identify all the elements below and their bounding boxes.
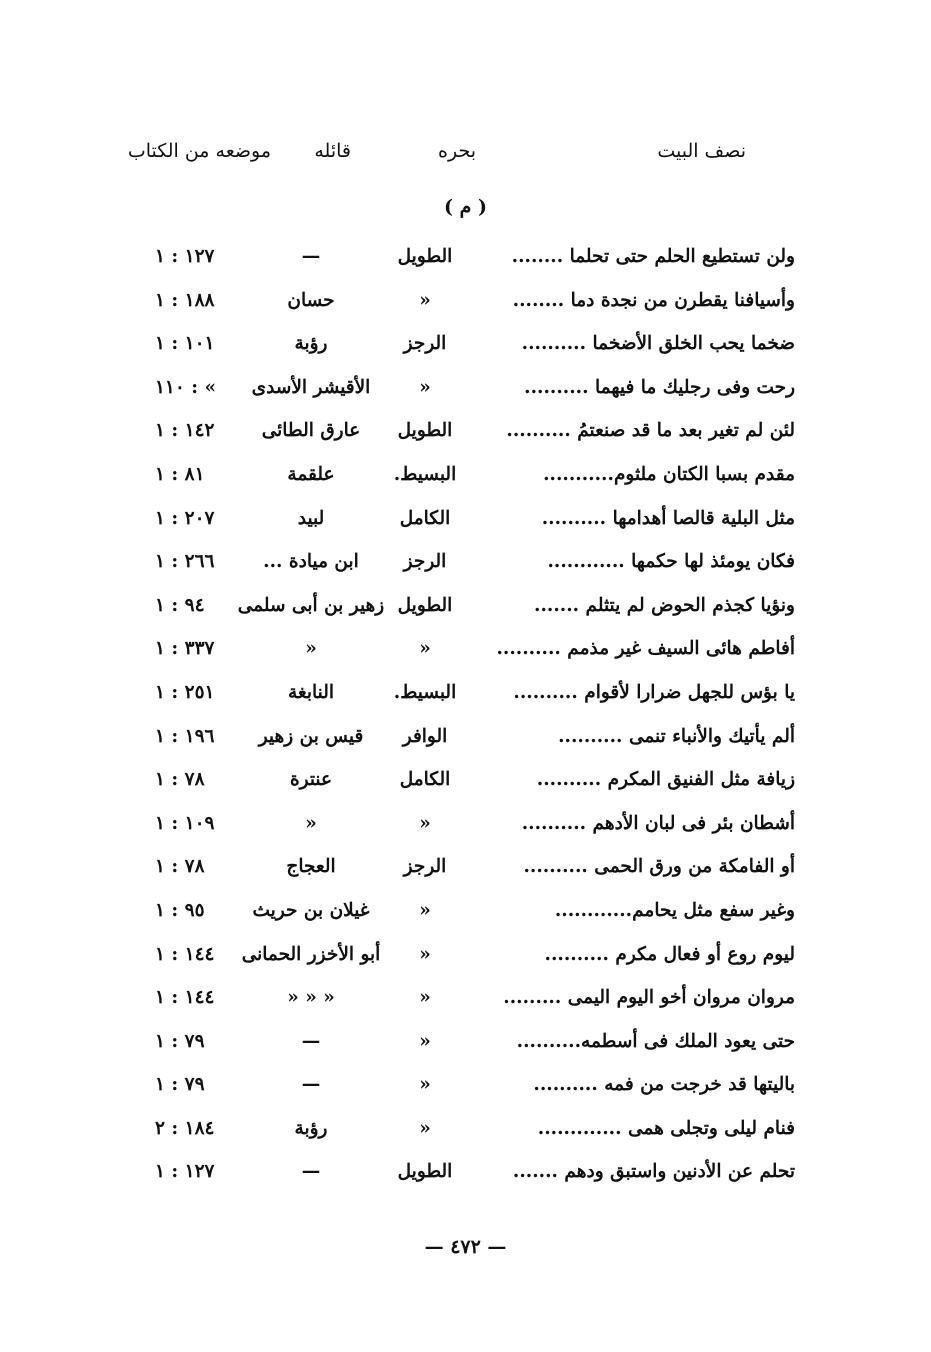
verse-text: مروان مروان أخو اليوم اليمى .........: [503, 987, 795, 1009]
verse-text: رحت وفى رجليك ما فيهما ..........: [524, 376, 795, 398]
poet-cell: لبيد: [297, 507, 325, 529]
poet-cell: عنترة: [289, 769, 333, 791]
table-row: [0, 848, 931, 892]
verse-text: أفاطم هائى السيف غير مذمم ..........: [496, 638, 795, 660]
poet-cell: «: [305, 812, 317, 834]
verse-text: أو الفامكة من ورق الحمى ..........: [523, 856, 795, 878]
poet-cell: رؤبة: [294, 1117, 328, 1139]
poet-cell: العجاج: [286, 856, 336, 878]
location-cell: ١٨٤ : ٢: [155, 1117, 215, 1139]
meter-cell: الكامل: [399, 769, 451, 791]
poet-cell: زهير بن أبى سلمى: [237, 594, 385, 616]
meter-cell: «: [419, 943, 431, 965]
table-row: [0, 674, 931, 718]
location-cell: ٧٩ : ١: [155, 1074, 205, 1096]
location-cell: ٧٩ : ١: [155, 1030, 205, 1052]
location-cell: ٣٣٧ : ١: [155, 638, 215, 660]
verse-text: مثل البلية قالصا أهدامها ..........: [541, 507, 795, 529]
verse-text: باليتها قد خرجت من فمه ..........: [533, 1074, 795, 1096]
meter-cell: «: [419, 987, 431, 1009]
location-cell: ١٠١ : ١: [155, 333, 215, 355]
verse-text: لئن لم تغير بعد ما قد صنعتمُ ..........: [506, 420, 795, 442]
table-row: [0, 587, 931, 631]
column-header-location: موضعه من الكتاب: [127, 140, 271, 162]
verse-text: وغير سفع مثل يحامم............: [554, 899, 795, 921]
location-cell: ٩٤ : ١: [155, 594, 205, 616]
table-row: [0, 761, 931, 805]
verse-text: زيافة مثل الفنيق المكرم ..........: [536, 769, 795, 791]
poet-cell: ابن ميادة ...: [263, 551, 359, 573]
location-cell: ١٩٦ : ١: [155, 725, 215, 747]
verse-text: وأسيافنا يقطرن من نجدة دما ........: [512, 289, 795, 311]
meter-cell: الرجز: [403, 856, 447, 878]
section-letter: ( م ): [444, 196, 487, 218]
location-cell: ١١٠ : «: [155, 376, 217, 398]
verse-text: ألم يأتيك والأنباء تنمى ..........: [558, 725, 795, 747]
location-cell: ١٢٧ : ١: [155, 246, 215, 267]
verse-text: فكان يومئذ لها حكمها ............: [547, 551, 795, 573]
location-cell: ٢٦٦ : ١: [155, 551, 215, 573]
location-cell: ١٤٤ : ١: [155, 987, 215, 1009]
meter-cell: «: [419, 1074, 431, 1096]
table-row: [0, 238, 931, 282]
meter-cell: الرجز: [403, 333, 447, 355]
verse-text: يا بؤس للجهل ضرارا لأقوام ..........: [513, 681, 795, 703]
table-row: [0, 936, 931, 980]
meter-cell: الطويل: [397, 246, 453, 267]
meter-cell: «: [419, 1030, 431, 1052]
poet-cell: « « «: [287, 987, 335, 1009]
verse-text: تحلم عن الأدنين واستبق ودهم .......: [512, 1161, 795, 1183]
location-cell: ١٢٧ : ١: [155, 1161, 215, 1183]
meter-cell: «: [419, 638, 431, 660]
verse-text: ضخما يحب الخلق الأضخما ..........: [521, 333, 795, 355]
poet-cell: أبو الأخزر الحمانى: [241, 943, 381, 965]
table-row: [0, 282, 931, 326]
verse-text: مقدم بسبا الكتان ملثوم...........: [543, 463, 795, 485]
table-row: [0, 1110, 931, 1154]
table-row: [0, 325, 931, 369]
poet-cell: علقمة: [287, 463, 335, 485]
table-row: [0, 456, 931, 500]
meter-cell: «: [419, 376, 431, 398]
table-row: [0, 1023, 931, 1067]
location-cell: ٧٨ : ١: [155, 856, 205, 878]
verse-index-table: [0, 238, 931, 1197]
table-row: [0, 1066, 931, 1110]
meter-cell: «: [419, 812, 431, 834]
meter-cell: الكامل: [399, 507, 451, 529]
table-row: [0, 412, 931, 456]
poet-cell: «: [305, 638, 317, 660]
poet-cell: الأقيشر الأسدى: [251, 376, 371, 398]
poet-cell: غيلان بن حريث: [252, 899, 370, 921]
poet-cell: النابغة: [288, 681, 334, 703]
location-cell: ٩٥ : ١: [155, 899, 205, 921]
meter-cell: البسيط.: [393, 463, 457, 485]
poet-cell: —: [301, 246, 321, 267]
meter-cell: البسيط.: [393, 681, 457, 703]
table-row: [0, 369, 931, 413]
column-header-half-verse: نصف البيت: [657, 140, 746, 162]
meter-cell: الطويل: [397, 420, 453, 442]
poet-cell: —: [301, 1074, 321, 1096]
table-row: [0, 630, 931, 674]
meter-cell: «: [419, 289, 431, 311]
table-row: [0, 892, 931, 936]
verse-text: فنام ليلى وتجلى همى .............: [537, 1117, 795, 1139]
table-row: [0, 979, 931, 1023]
location-cell: ٢٠٧ : ١: [155, 507, 215, 529]
verse-text: ونؤيا كجذم الحوض لم يتثلم .......: [534, 594, 795, 616]
column-header-meter: بحره: [438, 140, 476, 162]
location-cell: ١٤٤ : ١: [155, 943, 215, 965]
table-row: [0, 543, 931, 587]
location-cell: ١٨٨ : ١: [155, 289, 215, 311]
table-row: [0, 718, 931, 762]
poet-cell: حسان: [287, 289, 335, 311]
meter-cell: الطويل: [397, 1161, 453, 1183]
location-cell: ١٤٢ : ١: [155, 420, 215, 442]
meter-cell: الرجز: [403, 551, 447, 573]
poet-cell: —: [301, 1030, 321, 1052]
poet-cell: رؤبة: [294, 333, 328, 355]
location-cell: ٢٥١ : ١: [155, 681, 215, 703]
table-row: [0, 805, 931, 849]
location-cell: ١٠٩ : ١: [155, 812, 215, 834]
page-number: — ٤٧٢ —: [424, 1236, 507, 1258]
meter-cell: «: [419, 899, 431, 921]
table-row: [0, 1153, 931, 1197]
poet-cell: عارق الطائى: [261, 420, 361, 442]
location-cell: ٨١ : ١: [155, 463, 205, 485]
location-cell: ٧٨ : ١: [155, 769, 205, 791]
verse-text: ولن تستطيع الحلم حتى تحلما ........: [511, 246, 795, 267]
poet-cell: —: [301, 1161, 321, 1183]
meter-cell: «: [419, 1117, 431, 1139]
verse-text: ليوم روع أو فعال مكرم ..........: [544, 943, 795, 965]
poet-cell: قيس بن زهير: [258, 725, 364, 747]
column-header-poet: قائله: [314, 140, 351, 162]
verse-text: أشطان بئر فى لبان الأدهم ..........: [521, 812, 795, 834]
meter-cell: الوافر: [402, 725, 448, 747]
verse-text: حتى يعود الملك فى أسطمه..........: [516, 1030, 795, 1052]
table-row: [0, 500, 931, 544]
meter-cell: الطويل: [397, 594, 453, 616]
